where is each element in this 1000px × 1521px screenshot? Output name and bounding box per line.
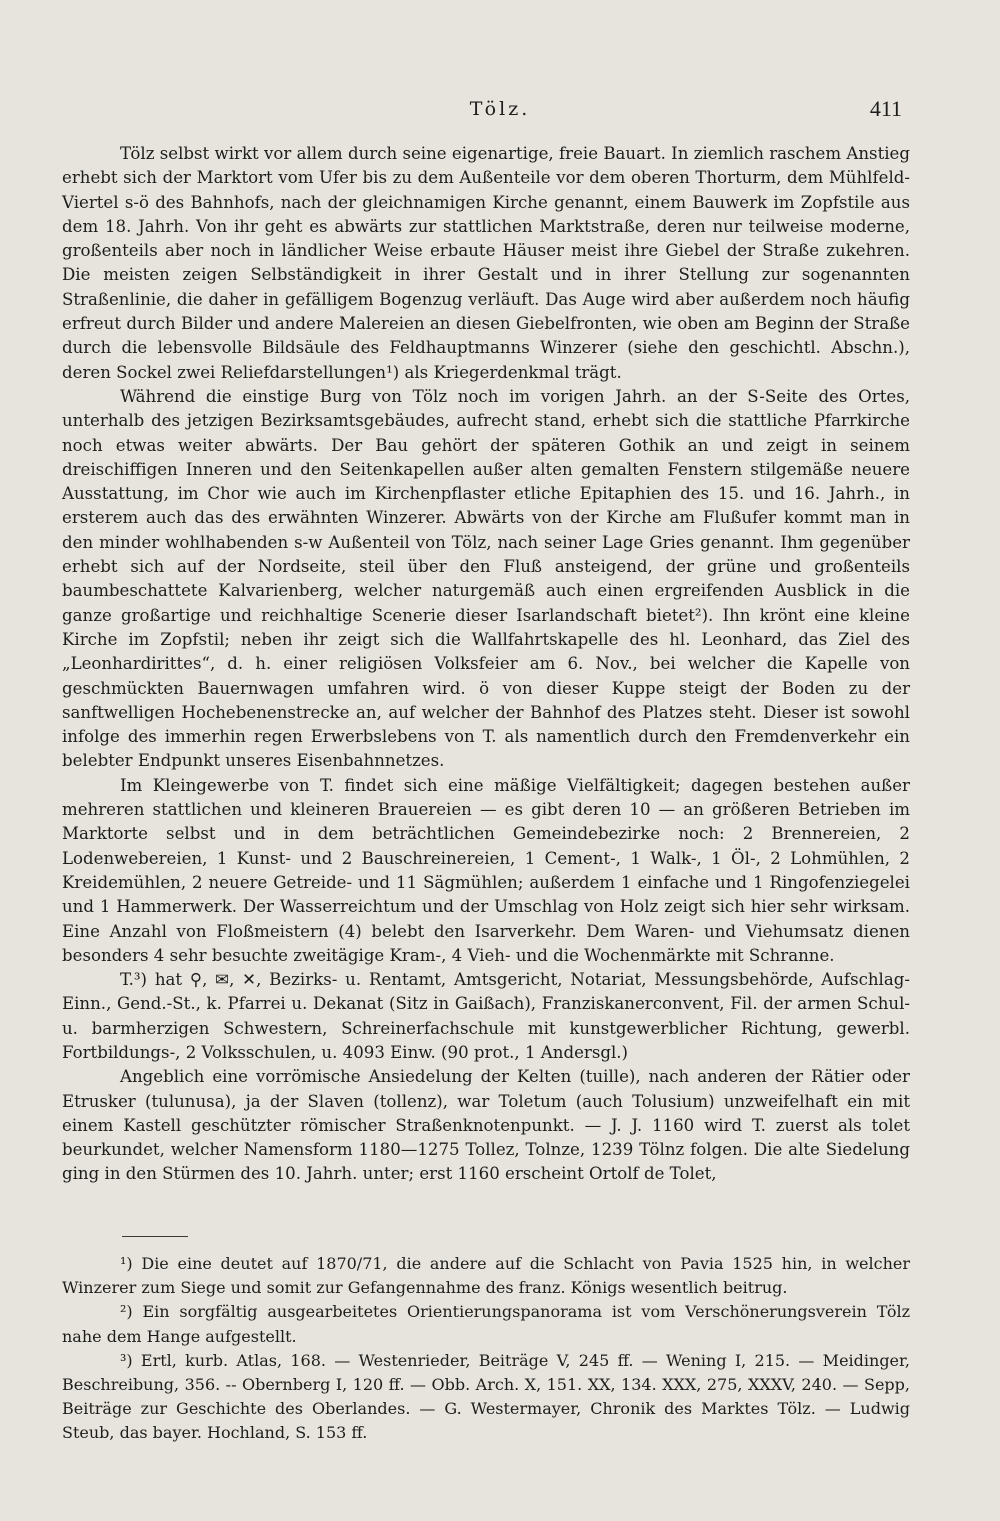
paragraph-3: [62, 774, 910, 968]
footnote-1: [62, 1252, 910, 1300]
main-text: [62, 142, 910, 1187]
footnotes: [62, 1252, 910, 1446]
footnote-text: ³) Ertl, kurb. Atlas, 168. — Westenrieder, Beiträge V, 245 ff. — Wening I, 215. — Meidinger, Beschreibung, 356. -- Obernberg I, 120 ff. — Obb. Arch. X, 151. XX, 134. XXX, 275, XXXV, 240. — Sepp, Beiträge zur Geschichte des Oberlandes. — G. Westermayer, Chronik des Marktes Tölz. — Ludwig Steub, das bayer. Hochland, S. 153 ff.: [62, 1350, 910, 1443]
paragraph-4: [62, 968, 910, 1065]
paragraph-text: Tölz selbst wirkt vor allem durch seine eigenartige, freie Bauart. In ziemlich raschem Anstieg erhebt sich der Marktort vom Ufer bis zu dem Außenteile vor dem oberen Thorturm, dem Mühlfeld-Viertel s-ö des Bahnhofs, nach der gleichnamigen Kirche genannt, einem Bauwerk im Zopfstile aus dem 18. Jahrh. Von ihr geht es abwärts zur stattlichen Marktstraße, deren nur teilweise moderne, großenteils aber noch in ländlicher Weise erbaute Häuser meist ihre Giebel der Straße zukehren. Die meisten zeigen Selbständigkeit in ihrer Gestalt und in ihrer Stellung zur sogenannten Straßenlinie, die daher in gefälligem Bogenzug verläuft. Das Auge wird aber außerdem noch häufig erfreut durch Bilder und andere Malereien an diesen Giebelfronten, wie oben am Beginn der Straße durch die lebensvolle Bildsäule des Feldhauptmanns Winzerer (siehe den geschichtl. Abschn.), deren Sockel zwei Reliefdarstellungen¹) als Kriegerdenkmal trägt.: [62, 144, 910, 382]
paragraph-text: T.³) hat ⚲, ✉, ✕, Bezirks- u. Rentamt, Amtsgericht, Notariat, Messungsbehörde, Aufschlag-Einn., Gend.-St., k. Pfarrei u. Dekanat (Sitz in Gaißach), Franziskanerconvent, Fil. der armen Schul- u. barmherzigen Schwestern, Schreinerfachschule mit kunstgewerblicher Richtung, gewerbl. Fortbildungs-, 2 Volksschulen, u. 4093 Einw. (90 prot., 1 Andersgl.): [62, 970, 910, 1062]
page-number: 411: [869, 96, 902, 121]
paragraph-1: [62, 142, 910, 385]
running-title: Tölz.: [469, 98, 531, 120]
footnote-text: ¹) Die eine deutet auf 1870/71, die andere auf die Schlacht von Pavia 1525 hin, in welcher Winzerer zum Siege und somit zur Gefangennahme des franz. Königs wesentlich beitrug.: [62, 1254, 910, 1298]
paragraph-5: [62, 1065, 910, 1186]
footnote-divider: [122, 1236, 188, 1237]
paragraph-text: Im Kleingewerbe von T. findet sich eine mäßige Vielfältigkeit; dagegen bestehen außer mehreren stattlichen und kleineren Brauereien — es gibt deren 10 — an größeren Betrieben im Marktorte selbst und in dem beträchtlichen Gemeindebezirke noch: 2 Brennereien, 2 Lodenwebereien, 1 Kunst- und 2 Bauschreinereien, 1 Cement-, 1 Walk-, 1 Öl-, 2 Lohmühlen, 2 Kreidemühlen, 2 neuere Getreide- und 11 Sägmühlen; außerdem 1 einfache und 1 Ringofenziegelei und 1 Hammerwerk. Der Wasserreichtum und der Umschlag von Holz zeigt sich hier sehr wirksam. Eine Anzahl von Floßmeistern (4) belebt den Isarverkehr. Dem Waren- und Viehumsatz dienen besonders 4 sehr besuchte zweitägige Kram-, 4 Vieh- und die Wochenmärkte mit Schranne.: [62, 775, 910, 965]
footnote-2: [62, 1300, 910, 1348]
paragraph-text: Angeblich eine vorrömische Ansiedelung der Kelten (tuille), nach anderen der Rätier oder Etrusker (tulunusa), ja der Slaven (tollenz), war Toletum (auch Tolusium) unzweifelhaft ein mit einem Kastell geschützter römischer Straßenknotenpunkt. — J. J. 1160 wird T. zuerst als tolet beurkundet, welcher Namensform 1180—1275 Tollez, Tolnze, 1239 Tölnz folgen. Die alte Siedelung ging in den Stürmen des 10. Jahrh. unter; erst 1160 erscheint Ortolf de Tolet,: [62, 1067, 910, 1184]
paragraph-2: [62, 385, 910, 774]
paragraph-text: Während die einstige Burg von Tölz noch im vorigen Jahrh. an der S-Seite des Ortes, unterhalb des jetzigen Bezirksamtsgebäudes, aufrecht stand, erhebt sich die stattliche Pfarrkirche noch etwas weiter abwärts. Der Bau gehört der späteren Gothik an und zeigt in seinem dreischiffigen Inneren und den Seitenkapellen außer alten gemalten Fenstern stilgemäße neuere Ausstattung, im Chor wie auch im Kirchenpflaster etliche Epitaphien des 15. und 16. Jahrh., in ersterem auch das des erwähnten Winzerer. Abwärts von der Kirche am Flußufer kommt man in den minder wohlhabenden s-w Außenteil von Tölz, nach seiner Lage Gries genannt. Ihm gegenüber erhebt sich auf der Nordseite, steil über den Fluß ansteigend, der grüne und großenteils baumbeschattete Kalvarienberg, welcher naturgemäß auch einen ergreifenden Ausblick in die ganze großartige und reichhaltige Scenerie dieser Isarlandschaft bietet²). Ihn krönt eine kleine Kirche im Zopfstil; neben ihr zeigt sich die Wallfahrtskapelle des hl. Leonhard, das Ziel des „Leonhardirittes“, d. h. einer religiösen Volksfeier am 6. Nov., bei welcher die Kapelle von geschmückten Bauernwagen umfahren wird. ö von dieser Kuppe steigt der Boden zu der sanftwelligen Hochebenenstrecke an, auf welcher der Bahnhof des Platzes steht. Dieser ist sowohl infolge des immerhin regen Erwerbslebens von T. als namentlich durch den Fremdenverkehr ein belebter Endpunkt unseres Eisenbahnnetzes.: [62, 386, 910, 771]
running-head: [0, 96, 1000, 126]
footnote-text: ²) Ein sorgfältig ausgearbeitetes Orientierungspanorama ist vom Verschönerungsverein Tölz nahe dem Hange aufgestellt.: [62, 1302, 910, 1346]
footnote-3: [62, 1349, 910, 1446]
